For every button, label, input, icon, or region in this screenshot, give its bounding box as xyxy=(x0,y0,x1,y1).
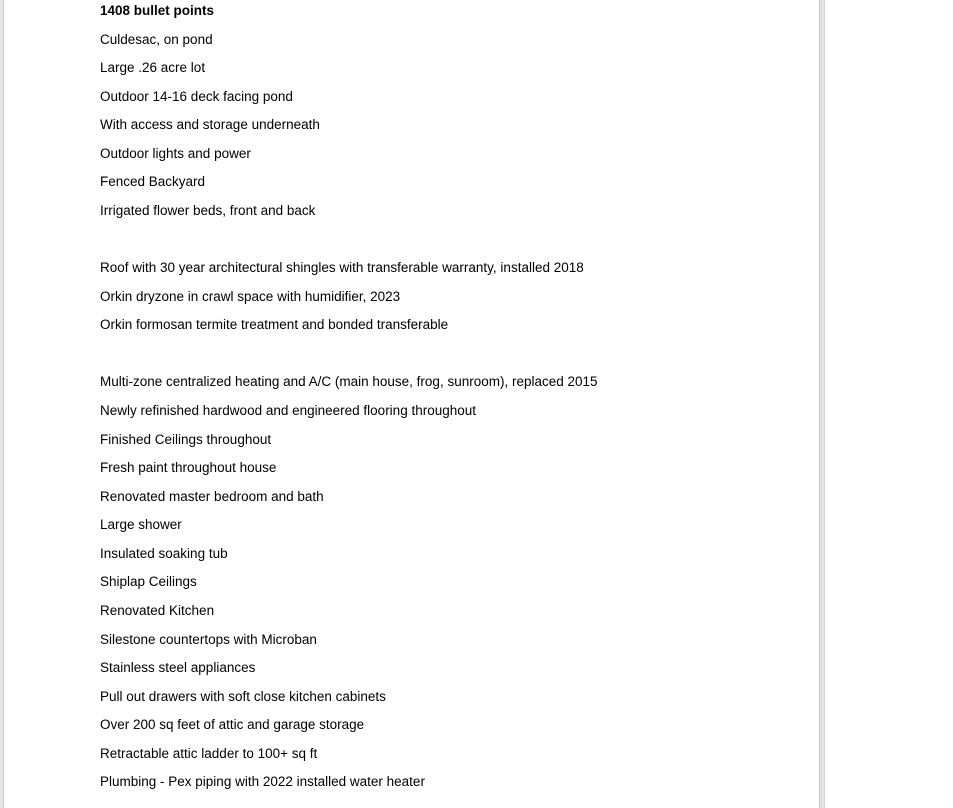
text-line: With access and storage underneath xyxy=(100,117,320,132)
text-line: Large .26 acre lot xyxy=(100,60,206,75)
text-line: Fenced Backyard xyxy=(100,174,206,189)
text-line: Fresh paint throughout house xyxy=(100,460,277,475)
text-line: Shiplap Ceilings xyxy=(100,574,197,589)
text-line: Orkin dryzone in crawl space with humidifier, 2023 xyxy=(100,289,401,304)
text-line: Insulated soaking tub xyxy=(100,546,228,561)
text-line: Outdoor lights and power xyxy=(100,146,251,161)
text-line: Orkin formosan termite treatment and bonded transferable xyxy=(100,317,449,332)
text-line: Renovated master bedroom and bath xyxy=(100,489,324,504)
text-line: Finished Ceilings throughout xyxy=(100,432,272,447)
text-line: Irrigated flower beds, front and back xyxy=(100,203,316,218)
text-line: Plumbing - Pex piping with 2022 installed water heater xyxy=(100,774,425,789)
text-line: Multi-zone centralized heating and A/C (main house, frog, sunroom), replaced 2015 xyxy=(100,374,598,389)
workspace-background xyxy=(825,0,953,808)
document-title: 1408 bullet points xyxy=(100,3,215,18)
text-line: Silestone countertops with Microban xyxy=(100,632,317,647)
text-line: Pull out drawers with soft close kitchen cabinets xyxy=(100,689,386,704)
text-line: Stainless steel appliances xyxy=(100,660,256,675)
text-line: Outdoor 14-16 deck facing pond xyxy=(100,89,293,104)
text-line: Retractable attic ladder to 100+ sq ft xyxy=(100,746,318,761)
text-line: Newly refinished hardwood and engineered flooring throughout xyxy=(100,403,477,418)
text-line: Culdesac, on pond xyxy=(100,32,213,47)
text-line: Roof with 30 year architectural shingles with transferable warranty, installed 2018 xyxy=(100,260,584,275)
left-page-edge xyxy=(0,0,4,808)
text-line: Renovated Kitchen xyxy=(100,603,215,618)
text-line: Large shower xyxy=(100,517,182,532)
text-line: Over 200 sq feet of attic and garage storage xyxy=(100,717,365,732)
